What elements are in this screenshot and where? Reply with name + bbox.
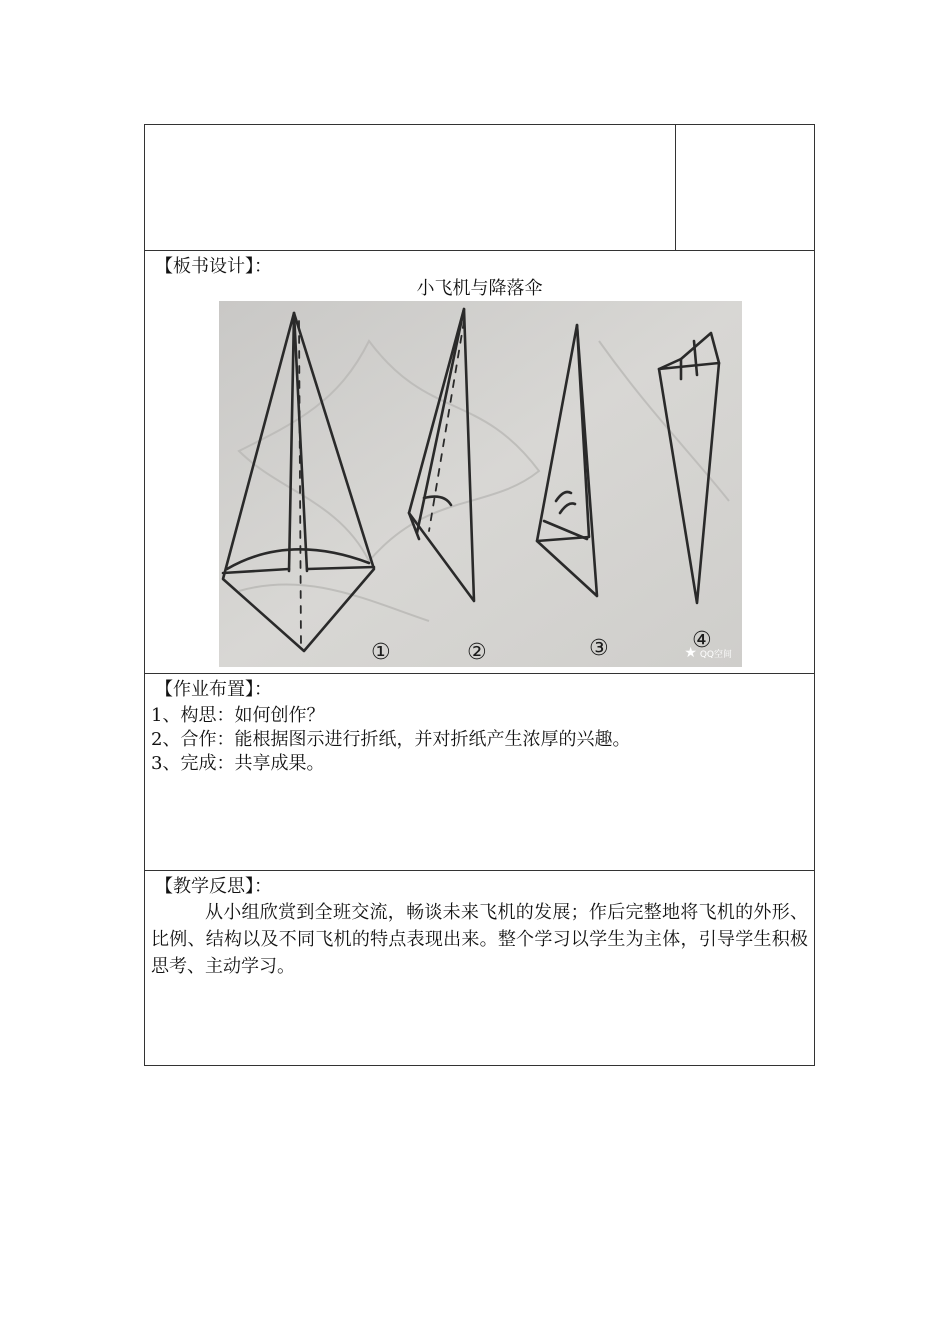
lesson-table xyxy=(144,124,815,1066)
step-label-2: ② xyxy=(467,640,487,665)
board-title: 小飞机与降落伞 xyxy=(416,278,543,299)
homework-list xyxy=(151,704,630,776)
watermark xyxy=(684,645,732,661)
column-divider xyxy=(675,125,676,250)
step-label-4: ④ xyxy=(692,628,712,653)
table-header-row xyxy=(144,124,815,251)
step-label-1: ① xyxy=(371,640,391,665)
homework-item: 2、合作：能根据图示进行折纸，并对折纸产生浓厚的兴趣。 xyxy=(151,729,631,750)
reflection-heading: 【教学反思】： xyxy=(155,876,272,897)
reflection-section xyxy=(144,871,815,1066)
reflection-text: 从小组欣赏到全班交流，畅谈未来飞机的发展；作后完整地将飞机的外形、比例、结构以及不同飞机的特点表现出来。整个学习以学生为主体，引导学生积极思考、主动学习。 xyxy=(151,902,808,977)
folding-diagram-photo xyxy=(219,301,742,667)
board-design-heading: 【板书设计】： xyxy=(155,256,272,277)
folding-sketch xyxy=(219,301,742,667)
homework-item: 3、完成：共享成果。 xyxy=(151,753,325,774)
homework-section xyxy=(144,674,815,871)
step-label-3: ③ xyxy=(589,636,609,661)
homework-item: 1、构思：如何创作？ xyxy=(151,705,325,726)
homework-heading: 【作业布置】： xyxy=(155,679,272,700)
star-icon: ★ xyxy=(684,645,697,661)
watermark-text: QQ空间 xyxy=(699,650,732,660)
board-design-section xyxy=(144,251,815,674)
